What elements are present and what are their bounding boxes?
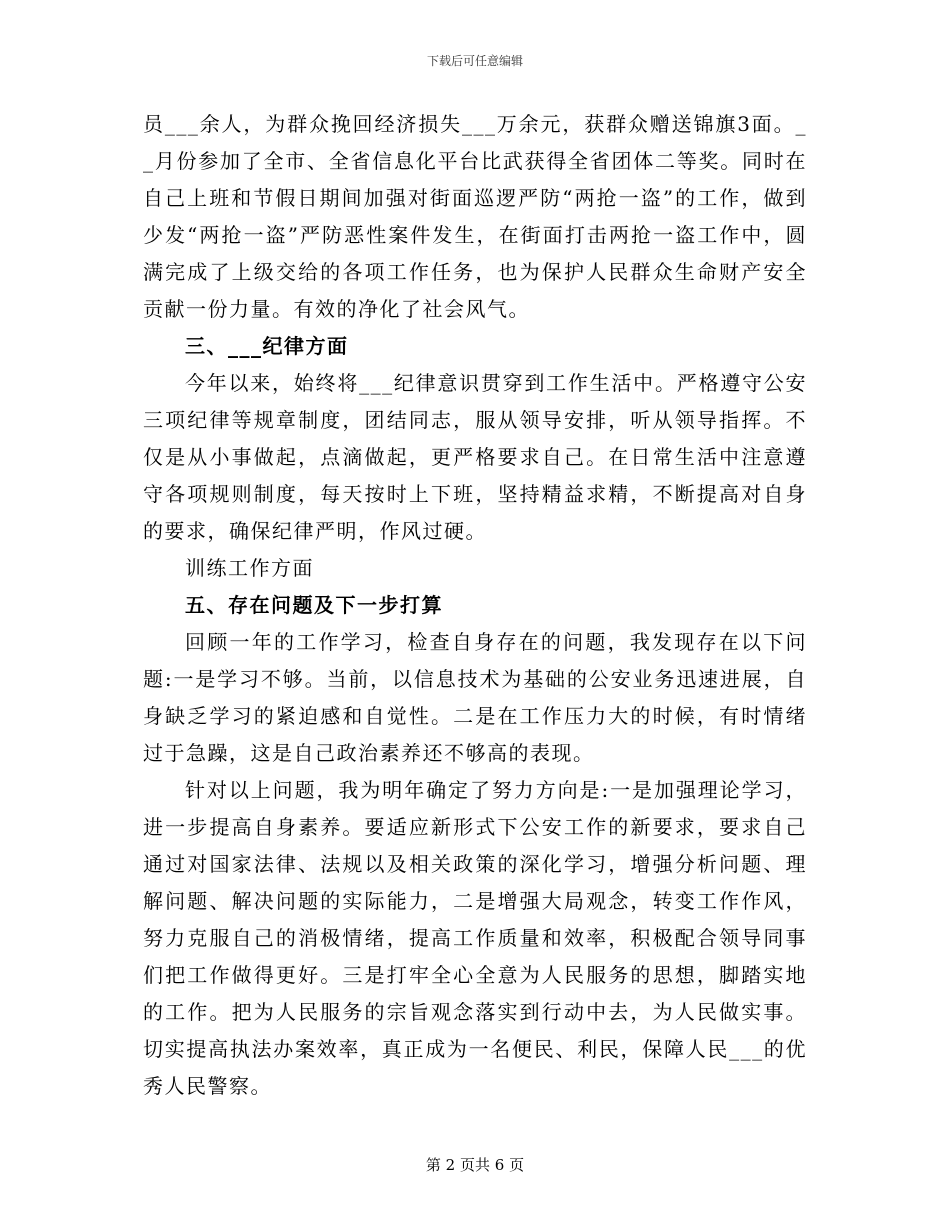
section-heading-training: 训练工作方面: [185, 556, 314, 580]
paragraph-continuation: 员___余人，为群众挽回经济损失___万余元，获群众赠送锦旗3面。__月份参加了全市、全省信息化平台比武获得全省团体二等奖。同时在自己上班和节假日期间加强对街面巡逻严防“两抢一盗”的工作，做到少发“两抢一盗”严防恶性案件发生，在街面打击两抢一盗工作中，圆满完成了上级交给的各项工作任务，也为保护人民群众生命财产安全贡献一份力量。有效的净化了社会风气。: [143, 112, 807, 321]
paragraph-problems: 回顾一年的工作学习，检查自身存在的问题，我发现存在以下问题:一是学习不够。当前，以信息技术为基础的公安业务迅速进展，自身缺乏学习的紧迫感和自觉性。二是在工作压力大的时候，有时情绪过于急躁，这是自己政治素养还不够高的表现。: [143, 630, 807, 765]
page-footer: 第 2 页共 6 页: [425, 1156, 525, 1174]
paragraph-plan: 针对以上问题，我为明年确定了努力方向是:一是加强理论学习，进一步提高自身素养。要适应新形式下公安工作的新要求，要求自己通过对国家法律、法规以及相关政策的深化学习，增强分析问题、理解问题、解决问题的实际能力，二是增强大局观念，转变工作作风，努力克服自己的消极情绪，提高工作质量和效率，积极配合领导同事们把工作做得更好。三是打牢全心全意为人民服务的思想，脚踏实地的工作。把为人民服务的宗旨观念落实到行动中去，为人民做实事。切实提高执法办案效率，真正成为一名便民、利民，保障人民___的优秀人民警察。: [143, 778, 807, 1098]
section-heading-discipline: 三、___纪律方面: [185, 334, 349, 358]
document-body: [143, 106, 807, 1105]
paragraph-discipline: 今年以来，始终将___纪律意识贯穿到工作生活中。严格遵守公安三项纪律等规章制度，团结同志，服从领导安排，听从领导指挥。不仅是从小事做起，点滴做起，更严格要求自己。在日常生活中注意遵守各项规则制度，每天按时上下班，坚持精益求精，不断提高对自身的要求，确保纪律严明，作风过硬。: [143, 371, 807, 543]
page-header: 下载后可任意编辑: [426, 54, 523, 68]
section-heading-problems: 五、存在问题及下一步打算: [185, 593, 443, 617]
